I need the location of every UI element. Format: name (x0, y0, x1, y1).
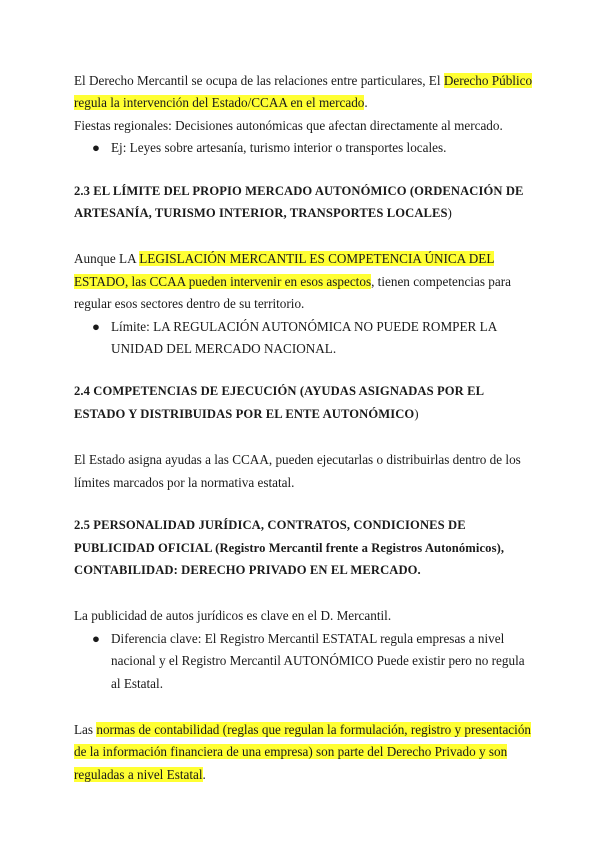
heading-2-4 (74, 380, 534, 425)
bullet-item (74, 628, 534, 695)
text-run: Las (74, 721, 97, 737)
paragraph-publicidad: La publicidad de autos jurídicos es clave en el D. Mercantil. (74, 608, 392, 624)
document-page (74, 70, 534, 786)
paragraph-contabilidad (74, 719, 534, 786)
paragraph-fiestas: Fiestas regionales: Decisiones autonómicas que afectan directamente al mercado. (74, 117, 503, 133)
text-run: . (202, 766, 206, 782)
highlighted-text: Derecho Público regula la intervención del Estado/CCAA en el mercado (74, 73, 533, 111)
heading-text: ) (414, 406, 419, 421)
bullet-icon: ● (92, 630, 100, 646)
text-run: Aunque LA (74, 251, 140, 267)
paragraph-legislacion (74, 248, 534, 315)
heading-text: , CONTABILIDAD: DERECHO PRIVADO EN EL MERCADO. (74, 540, 505, 577)
highlighted-text: normas de contabilidad (reglas que regulan la formulación, registro y presentación de la información financiera de una empresa) son parte del Derecho Privado y son reguladas a nivel Estatal (74, 721, 532, 782)
bullet-text: Ej: Leyes sobre artesanía, turismo interior o transportes locales. (111, 140, 447, 156)
heading-text: 2.4 COMPETENCIAS DE EJECUCIÓN (AYUDAS ASIGNADAS POR EL ESTADO Y DISTRIBUIDAS POR EL ENTE AUTONÓMICO (74, 384, 484, 421)
bullet-text: Diferencia clave: El Registro Mercantil ESTATAL regula empresas a nivel nacional y el Registro Mercantil AUTONÓMICO Puede existir pero no regula al Estatal. (111, 630, 525, 691)
text-run: El Derecho Mercantil se ocupa de las relaciones entre particulares, El (74, 73, 444, 88)
heading-text: ) (447, 206, 452, 221)
heading-2-3 (74, 180, 534, 225)
heading-text: 2.3 EL LÍMITE DEL PROPIO MERCADO AUTONÓMICO (ORDENACIÓN DE ARTESANÍA, TURISMO INTERIOR, TRANSPORTES LOCALES (74, 183, 524, 221)
heading-text: 2.5 PERSONALIDAD JURÍDICA, CONTRATOS, CONDICIONES DE PUBLICIDAD OFICIAL (74, 518, 466, 555)
bullet-icon: ● (92, 140, 100, 156)
paragraph-intro (74, 70, 534, 115)
bullet-text: Límite: LA REGULACIÓN AUTONÓMICA NO PUEDE ROMPER LA UNIDAD DEL MERCADO NACIONAL. (111, 318, 497, 357)
bullet-item (74, 137, 534, 159)
text-run: . (364, 95, 368, 111)
text-run: , tienen competencias para regular esos sectores dentro de su territorio. (74, 273, 511, 312)
heading-2-5 (74, 514, 534, 581)
bullet-item (74, 316, 534, 361)
bullet-icon: ● (92, 318, 100, 334)
paragraph-ayudas: El Estado asigna ayudas a las CCAA, pueden ejecutarlas o distribuirlas dentro de los límites marcados por la normativa estatal. (74, 452, 521, 490)
heading-text: (Registro Mercantil frente a Registros Autonómicos) (215, 540, 501, 555)
highlighted-text: LEGISLACIÓN MERCANTIL ES COMPETENCIA ÚNICA DEL ESTADO, las CCAA pueden intervenir en esos aspectos (74, 251, 495, 289)
